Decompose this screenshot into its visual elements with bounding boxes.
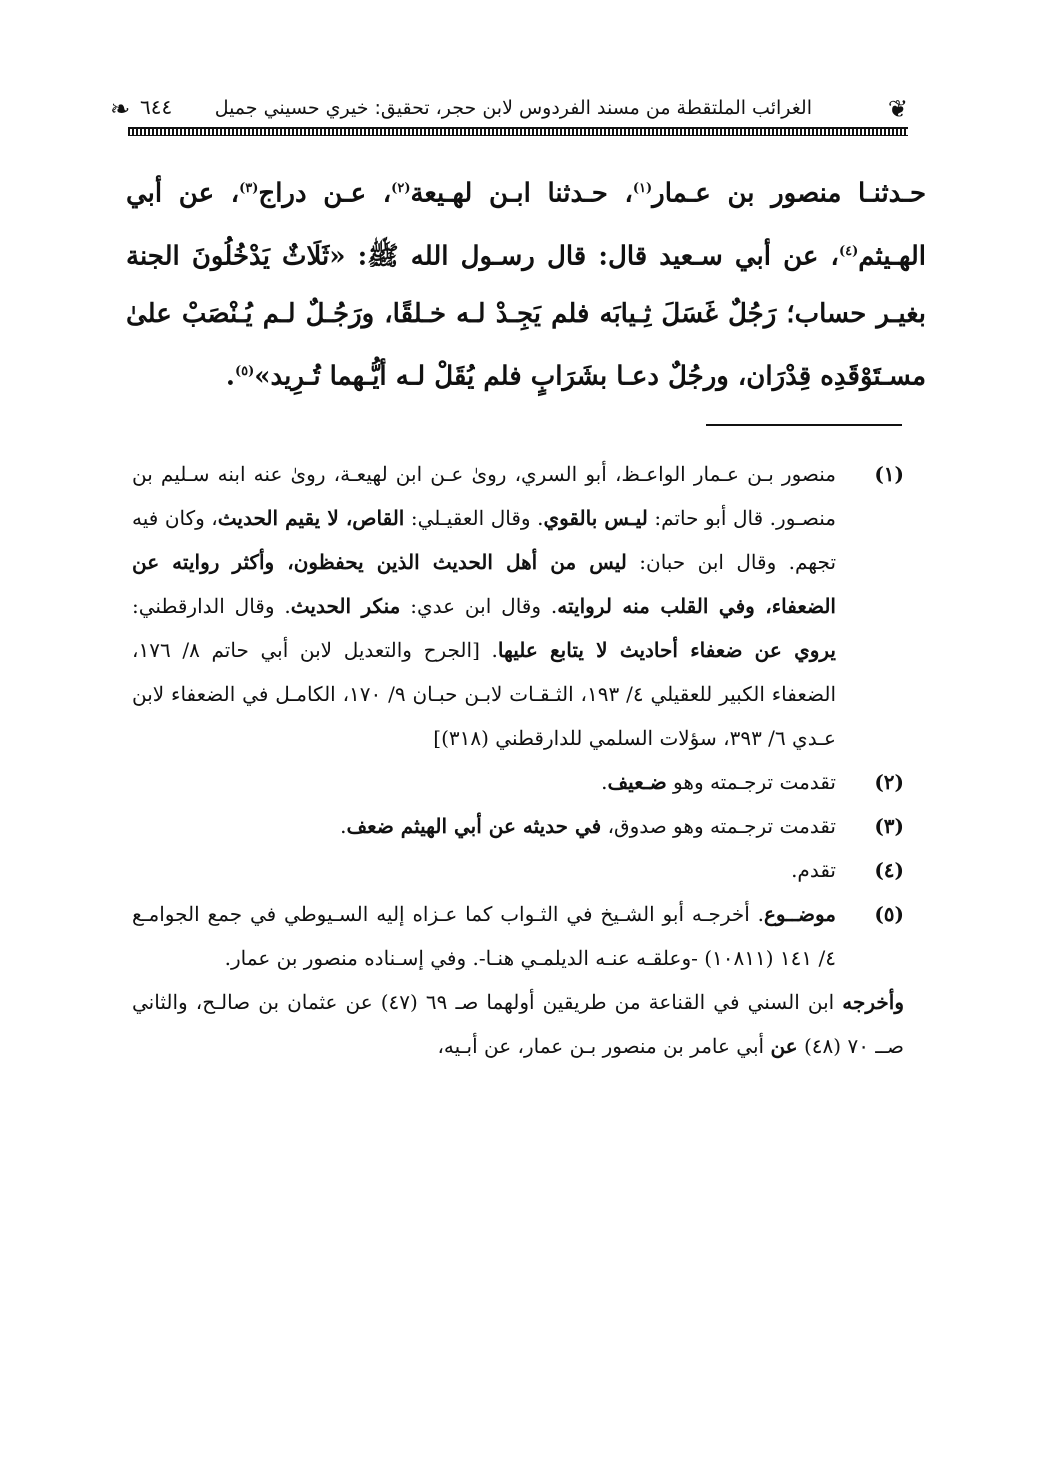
footnote-number: (٣) [874,814,904,838]
page-header [110,93,908,129]
footnote-5 [132,892,904,980]
footnote-1 [132,452,904,760]
footnote-text: منصور بـن عـمار الواعـظ، أبو السري، روىٰ عـن ابن لهيعـة، روىٰ عنه ابنه سـليم بن منصـور. قال أبو حاتم: ليـس بالقوي. وقال العقيـلي: القاص، لا يقيم الحديث، وكان فيه تجهم. وقال ابن حبان: ليس من أهل الحديث الذين يحفظون، وأكثر روايته عن الضعفاء، وفي القلب منه لروايته. وقال ابن عدي: منكر الحديث. وقال الدارقطني: يروي عن ضعفاء أحاديث لا يتابع عليها. [الجرح والتعديل لابن أبي حاتم ٨/ ١٧٦، الضعفاء الكبير للعقيلي ٤/ ١٩٣، الثـقـات لابـن حبـان ٩/ ١٧٠، الكامـل في الضعفاء لابن عـدي ٦/ ٣٩٣، سؤلات السلمي للدارقطني (٣١٨)] [132,462,837,750]
footnote-ref-3[interactable]: (٣) [239,181,259,196]
footnote-text: تقدمت ترجـمته وهو صدوق، في حديثه عن أبي الهيثم ضعف. [340,814,836,838]
header-rule [128,127,908,136]
footnote-text: موضــوع. أخرجـه أبو الشـيخ في الثـواب كما عـزاه إليه السـيوطي في جمع الجوامـع ٤/ ١٤١ (١٠٨١١) -وعلقـه عنـه الديلمـي هنـا-. وفي إسـناده منصور بن عمار. [132,902,836,970]
hadith-paragraph: حـدثنـا منصور بن عـمار$^{(١)}$، حـدثنا ابـن لهـيعة$^{(٢)}$، عـن دراج$^{(٣)}$، عن أبي الهـيثم$^{(٤)}$، عن أبي سـعيد قال: قال رسـول الله ﷺ: «ثَلَاثٌ يَدْخُلُونَ الجنة بغيـر حساب؛ رَجُلٌ غَسَلَ ثِـيابَه فلم يَجِـدْ لـه خـلقًا، ورَجُـلٌ لـم يُـنْصَبْ علىٰ مسـتَوْقَدِه قِدْرَان، ورجُلٌ دعـا بشَرَابٍ فلم يُقَلْ لـه أيُّـهما تُـرِيد»$^{(٥)}$. [126,178,927,392]
footnote-ref-1[interactable]: (١) [632,181,653,196]
ornament-right-icon: ❦ [887,95,908,123]
ornament-left-icon: ❧ [110,95,131,123]
main-text [126,160,926,406]
footnote-ref-5[interactable]: (٥) [234,364,255,380]
footnote-3 [132,804,904,848]
footnote-2 [132,760,904,804]
footnote-continuation: وأخرجه ابن السني في القناعة من طريقين أولهما صـ ٦٩ (٤٧) عن عثمان بن صالـح، والثاني صــ ٧٠ (٤٨) عن أبي عامر بن منصور بـن عمار، عن أبـيه، [132,990,904,1058]
footnote-ref-2[interactable]: (٢) [391,181,411,196]
footnote-separator [706,424,902,426]
footnote-text: تقدم. [791,858,836,882]
footnote-number: (٢) [874,770,904,794]
footnotes [132,452,904,1068]
running-title: الغرائب الملتقطة من مسند الفردوس لابن حجر، تحقيق: خيري حسيني جميل [214,97,812,119]
footnote-text: تقدمت ترجـمته وهو ضـعيف. [601,770,836,794]
footnote-number: (٤) [874,858,904,882]
footnote-number: (٥) [874,902,904,926]
footnote-ref-4[interactable]: (٤) [838,243,859,259]
footnote-number: (١) [874,462,904,486]
footnote-4 [132,848,904,892]
page-number: ٦٤٤ [140,95,173,119]
